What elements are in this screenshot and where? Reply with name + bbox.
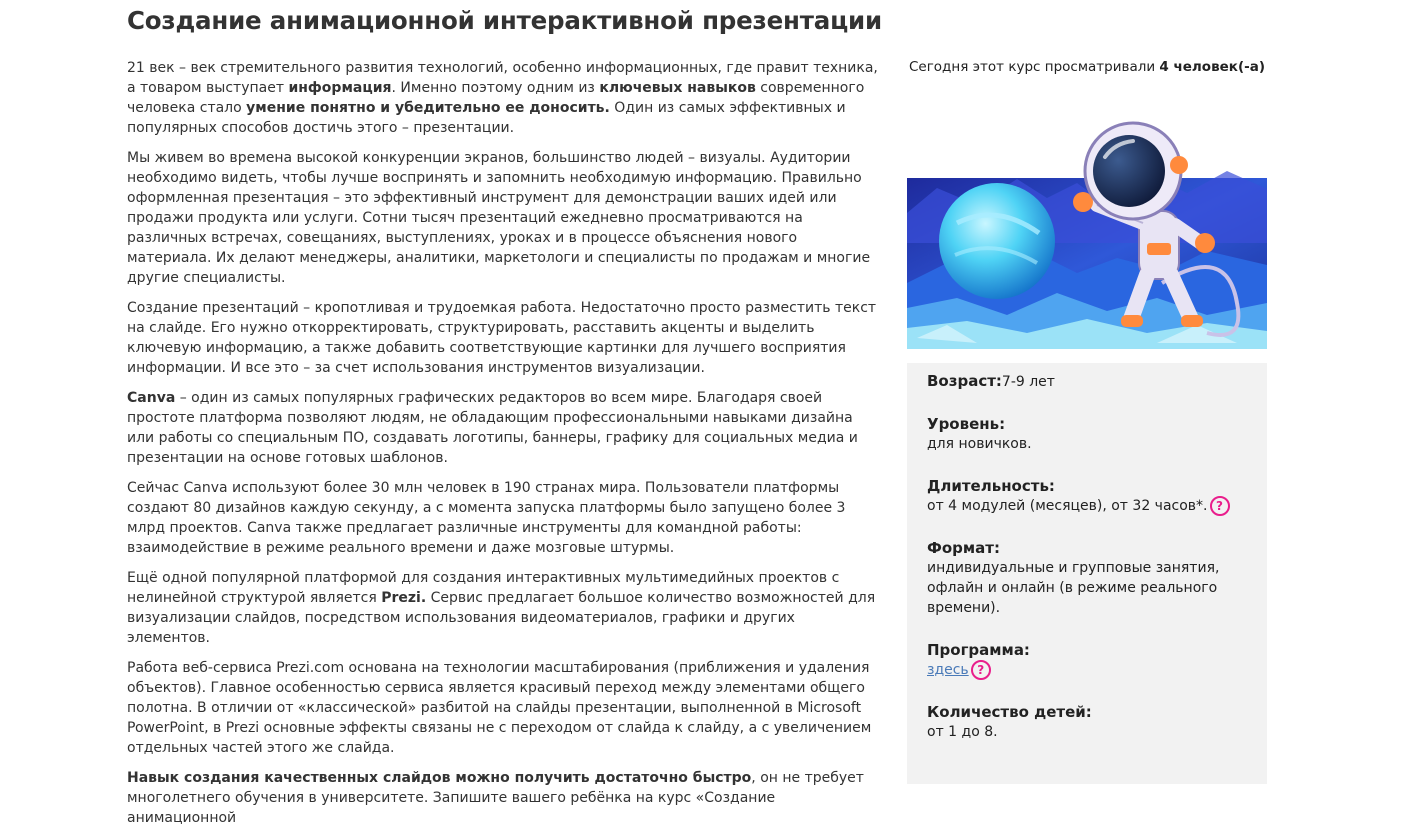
astronaut-illustration bbox=[907, 93, 1267, 349]
program-link[interactable]: здесь bbox=[927, 662, 969, 678]
bold-text: информация bbox=[288, 80, 392, 96]
level-value: для новичков. bbox=[927, 436, 1032, 452]
program-label: Программа: bbox=[927, 641, 1030, 659]
bold-text: умение понятно и убедительно ее доносить. bbox=[246, 100, 610, 116]
text: . Именно поэтому одним из bbox=[391, 80, 600, 96]
info-duration bbox=[927, 476, 1247, 516]
text: Один из самых эффективных и популярных способов достичь этого – презентации. bbox=[127, 100, 846, 136]
duration-value: от 4 модулей (месяцев), от 32 часов*. bbox=[927, 498, 1208, 514]
format-value: индивидуальные и групповые занятия, офлайн и онлайн (в режиме реального времени). bbox=[927, 560, 1220, 616]
kids-value: от 1 до 8. bbox=[927, 724, 998, 740]
text: – один из самых популярных графических редакторов во всем мире. Благодаря своей простоте платформа позволяют людям, не обладающим профессиональными навыками дизайна или работы со специальным ПО, создавать логотипы, баннеры, графику для социальных медиа и презентации на основе готовых шаблонов. bbox=[127, 390, 858, 466]
level-label: Уровень: bbox=[927, 415, 1006, 433]
info-format bbox=[927, 538, 1247, 618]
course-illustration bbox=[907, 93, 1267, 349]
age-label: Возраст: bbox=[927, 372, 1002, 390]
duration-label: Длительность: bbox=[927, 477, 1055, 495]
question-circle-icon[interactable]: ? bbox=[1210, 496, 1230, 516]
text: современного человека стало bbox=[127, 80, 865, 116]
text: Ещё одной популярной платформой для создания интерактивных мультимедийных проектов с нелинейной структурой является bbox=[127, 570, 840, 606]
question-circle-icon[interactable]: ? bbox=[971, 660, 991, 680]
article-paragraph: Сейчас Canva используют более 30 млн человек в 190 странах мира. Пользователи платформы создают 80 дизайнов каждую секунду, а с момента запуска платформы было запущено более 3 млрд проектов. Canva также предлагает различные инструменты для командной работы: взаимодействие в режиме реального времени и даже мозговые штурмы. bbox=[127, 480, 846, 556]
info-program bbox=[927, 640, 1247, 680]
article-body bbox=[127, 58, 879, 838]
bold-text: Навык создания качественных слайдов можно получить достаточно быстро bbox=[127, 770, 752, 786]
views-count: 4 человек(-а) bbox=[1159, 59, 1266, 75]
planet bbox=[939, 183, 1055, 299]
article-paragraph: Мы живем во времена высокой конкуренции экранов, большинство людей – визуалы. Аудитории необходимо видеть, чтобы лучше воспринять и запомнить необходимую информацию. Правильно оформленная презентация – это эффективный инструмент для демонстрации ваших идей или продажи продукта или услуги. Сотни тысяч презентаций ежедневно просматриваются на различных встречах, совещаниях, выступлениях, уроках и в процессе объяснения нового материала. Их делают менеджеры, аналитики, маркетологи и специалисты по продажам и многие другие специалисты. bbox=[127, 150, 871, 286]
bold-text: Canva bbox=[127, 390, 176, 406]
text: , он не требует многолетнего обучения в университете. Запишите вашего ребёнка на курс «Создание анимационной bbox=[127, 770, 864, 826]
article-paragraph: Создание презентаций – кропотливая и трудоемкая работа. Недостаточно просто разместить текст на слайде. Его нужно откорректировать, структурировать, расставить акценты и выделить ключевую информацию, а также добавить соответствующие картинки для лучшего восприятия информации. И все это – за счет использования инструментов визуализации. bbox=[127, 300, 877, 376]
text: 21 век – век стремительного развития технологий, особенно информационных, где правит техника, а товаром выступает bbox=[127, 60, 878, 96]
info-kids bbox=[927, 702, 1247, 742]
age-value: 7-9 лет bbox=[1001, 374, 1055, 390]
kids-label: Количество детей: bbox=[927, 703, 1092, 721]
article-paragraph bbox=[127, 768, 879, 828]
article-paragraph bbox=[127, 388, 879, 468]
views-counter bbox=[907, 56, 1267, 78]
info-age bbox=[927, 371, 1247, 392]
article-paragraph bbox=[127, 568, 879, 648]
views-text: Сегодня этот курс просматривали bbox=[908, 59, 1160, 75]
article-paragraph: Работа веб-сервиса Prezi.com основана на технологии масштабирования (приближения и удаления объектов). Главное особенностью сервиса является красивый переход между элементами общего полотна. В отличии от «классической» разбитой на слайды презентации, выполненной в Microsoft PowerPoint, в Prezi основные эффекты связаны не с переходом от слайда к слайду, а с увеличением отдельных частей этого же слайда. bbox=[127, 660, 872, 756]
course-info-panel bbox=[907, 363, 1267, 784]
format-label: Формат: bbox=[927, 539, 1000, 557]
article-paragraph bbox=[127, 58, 879, 138]
course-sidebar bbox=[907, 56, 1267, 784]
text: Сервис предлагает большое количество возможностей для визуализации слайдов, посредством использования видеоматериалов, графики и других элементов. bbox=[127, 590, 876, 646]
page-title: Создание анимационной интерактивной презентации bbox=[127, 6, 882, 35]
bold-text: Prezi. bbox=[381, 590, 427, 606]
bold-text: ключевых навыков bbox=[599, 80, 756, 96]
info-level bbox=[927, 414, 1247, 454]
